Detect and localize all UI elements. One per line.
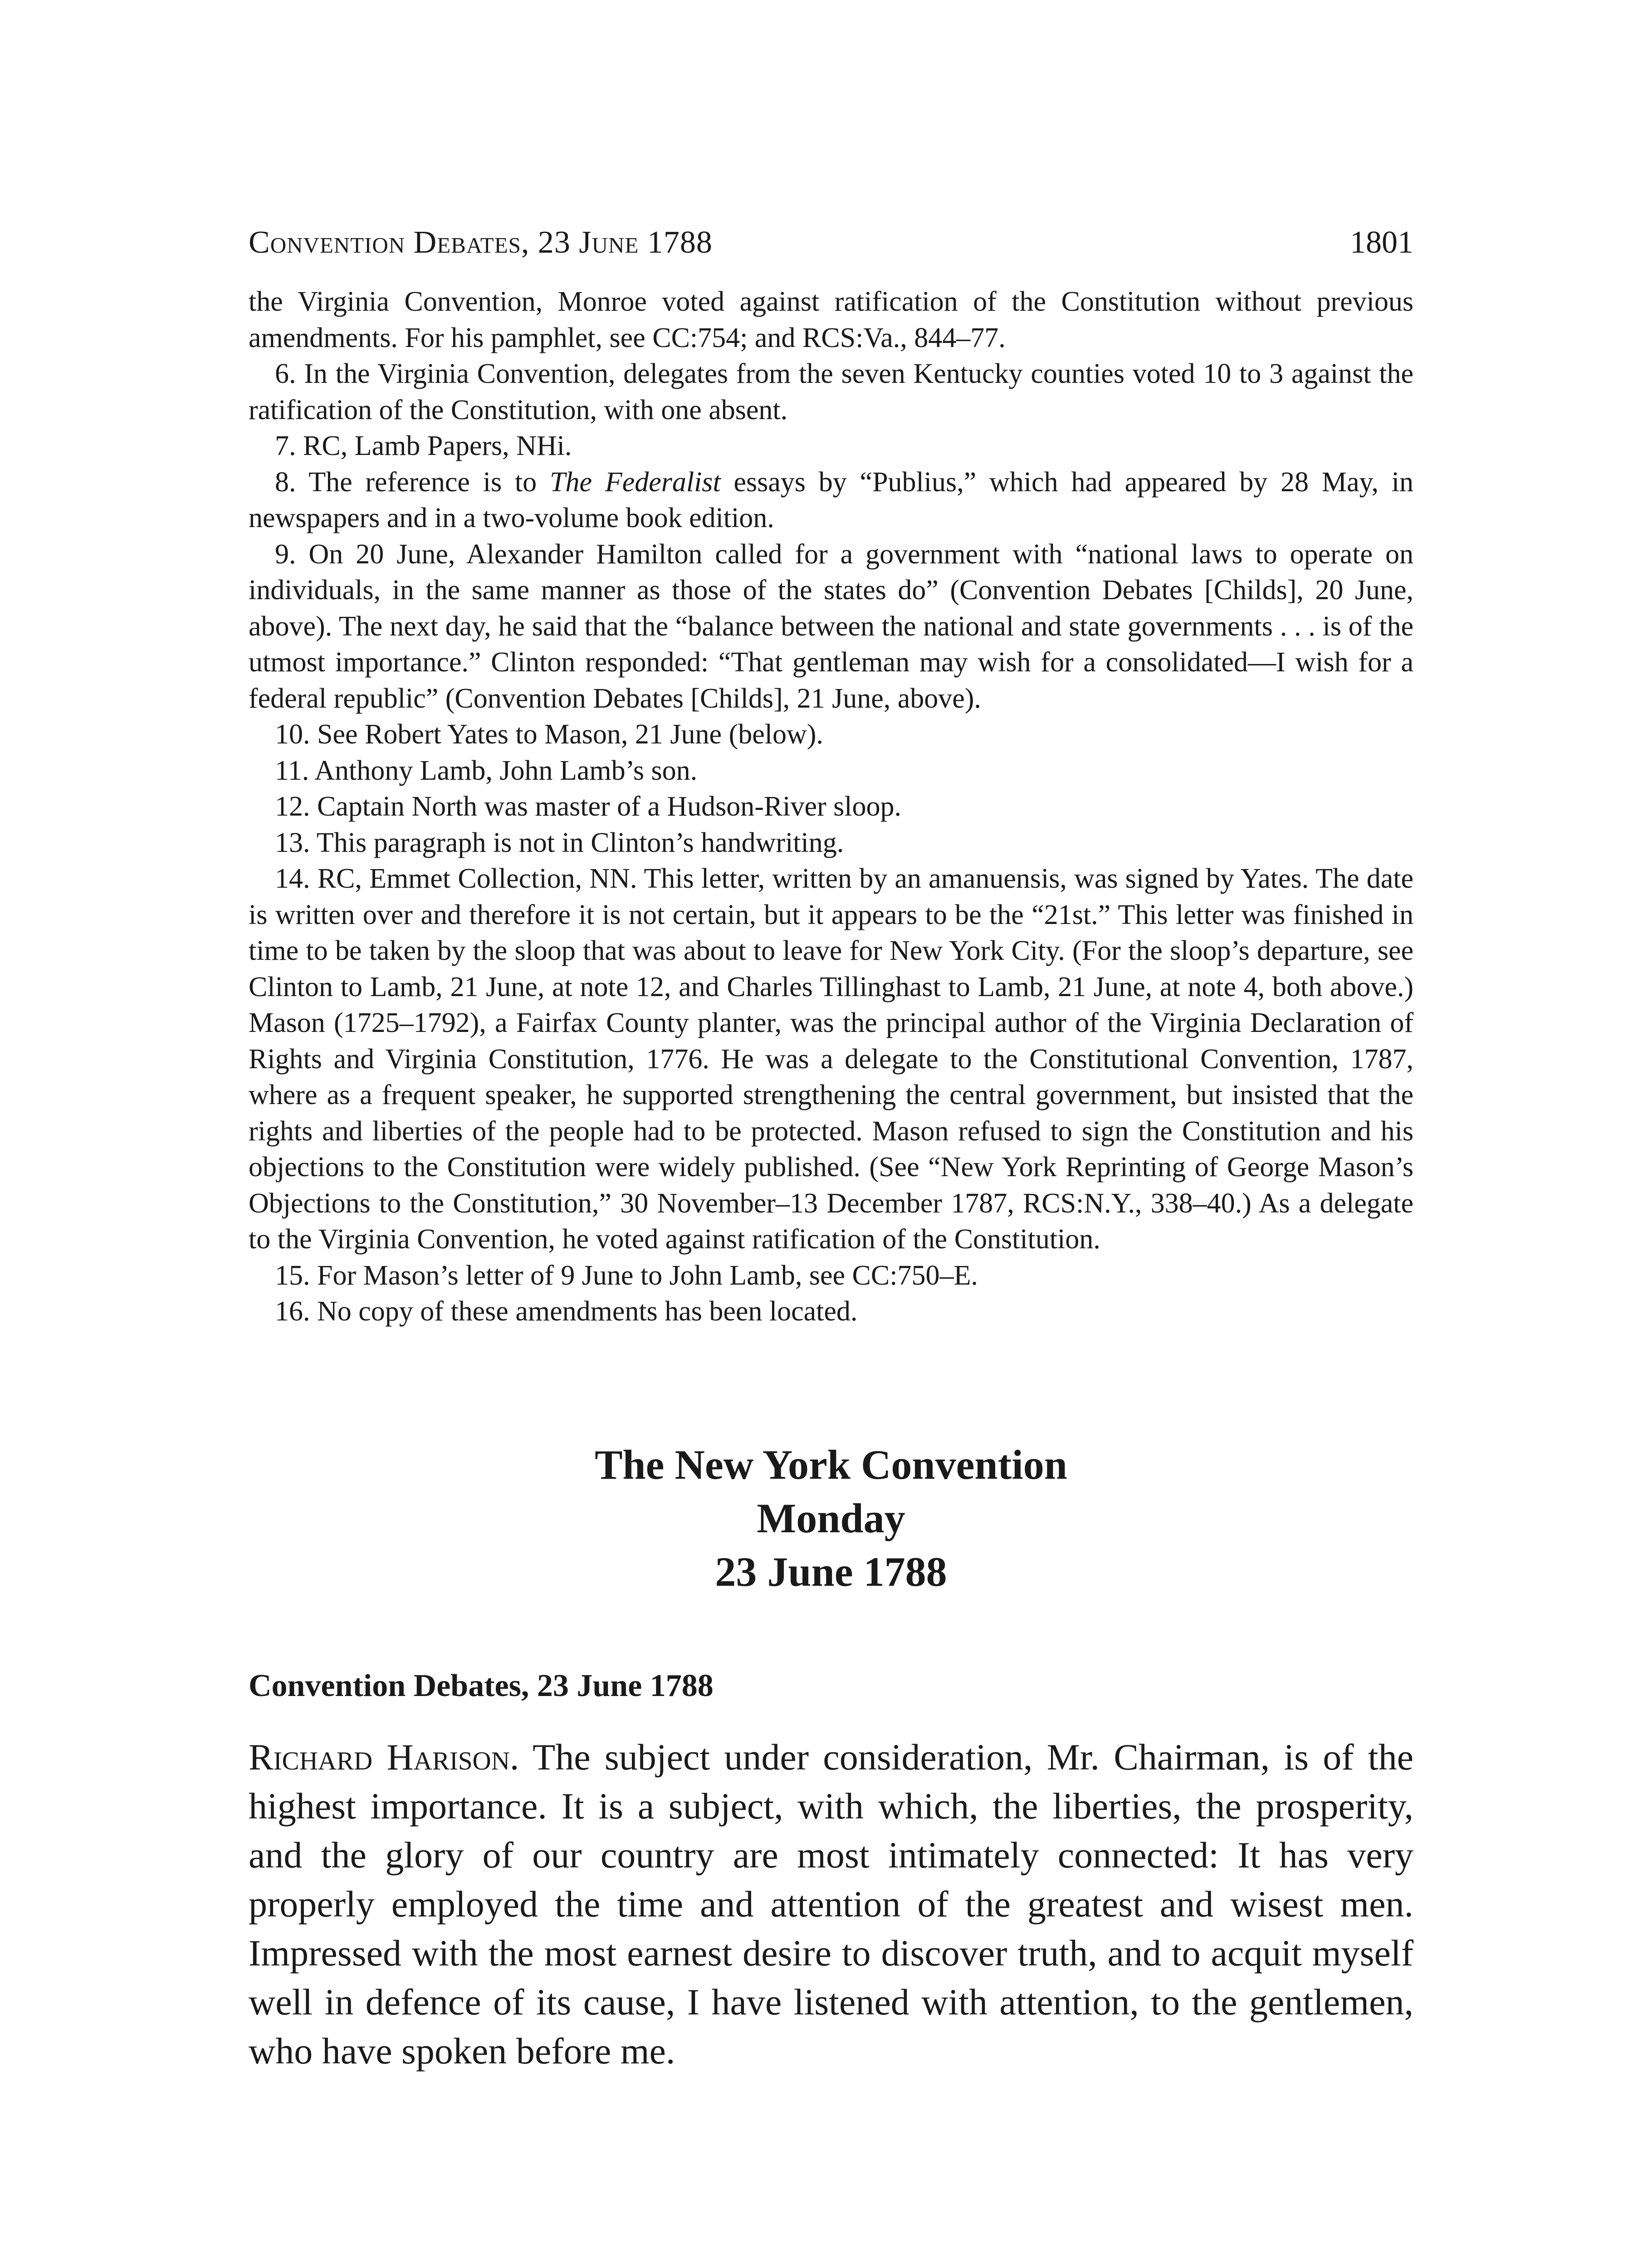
note-9: 9. On 20 June, Alexander Hamilton called for a government with “national laws to operate on individuals, in the same manner as those of the states do” (Convention Debates [Childs], 20 June, above). The next day, he said that the “balance between the national and state governments . . . is of the utmost importance.” Clinton responded: “That gentleman may wish for a consolidated—I wish for a federal republic” (Convention Debates [Childs], 21 June, above). <box>249 538 1413 714</box>
note-7: 7. RC, Lamb Papers, NHi. <box>275 430 572 461</box>
document-page <box>249 222 1413 2113</box>
footnotes <box>249 284 1413 1330</box>
note-10: 10. See Robert Yates to Mason, 21 June (below). <box>275 719 823 750</box>
note-8-italic-title: The Federalist <box>550 466 721 498</box>
running-head <box>249 222 1413 263</box>
section-heading <box>249 1438 1413 1598</box>
note-11: 11. Anthony Lamb, John Lamb’s son. <box>275 755 698 786</box>
note-8 <box>249 464 1413 537</box>
note-6: 6. In the Virginia Convention, delegates from the seven Kentucky counties voted 10 to 3 against the ratification of the Constitution, with one absent. <box>249 358 1413 425</box>
body-text: The subject under consideration, Mr. Chairman, is of the highest importance. It is a subject, with which, the liberties, the prosperity, and the glory of our country are most intimately connected: It has very properly employed the time and attention of the greatest and wisest men. Impressed with the most earnest desire to discover truth, and to acquit myself well in defence of its cause, I have listened with attention, to the gentlemen, who have spoken before me. <box>249 1736 1413 2072</box>
running-head-title: Convention Debates, 23 June 1788 <box>249 225 713 260</box>
body-paragraph <box>249 1733 1413 2076</box>
heading-line-3: 23 June 1788 <box>715 1548 947 1595</box>
note-15: 15. For Mason’s letter of 9 June to John Lamb, see CC:750–E. <box>275 1260 978 1291</box>
note-8-part-b: essays by “Publius,” which had appeared by 28 May, in newspapers and in a two-volume book edition. <box>249 466 1414 533</box>
page-number: 1801 <box>1350 225 1413 260</box>
speaker-name: Richard Harison. <box>249 1736 519 1778</box>
note-8-part-a: 8. The reference is to <box>275 466 550 498</box>
heading-line-1: The New York Convention <box>595 1441 1067 1488</box>
note-16: 16. No copy of these amendments has been located. <box>275 1296 858 1327</box>
heading-line-2: Monday <box>757 1495 905 1541</box>
note-14: 14. RC, Emmet Collection, NN. This letter, written by an amanuensis, was signed by Yates. The date is written over and therefore it is not certain, but it appears to be the “21st.” This letter was finished in time to be taken by the sloop that was about to leave for New York City. (For the sloop’s departure, see Clinton to Lamb, 21 June, at note 12, and Charles Tillinghast to Lamb, 21 June, at note 4, both above.) Mason (1725–1792), a Fairfax County planter, was the principal author of the Virginia Declaration of Rights and Virginia Constitution, 1776. He was a delegate to the Constitutional Convention, 1787, where as a frequent speaker, he supported strengthening the central government, but insisted that the rights and liberties of the people had to be protected. Mason refused to sign the Constitution and his objections to the Constitution were widely published. (See “New York Reprinting of George Mason’s Objections to the Constitution,” 30 November–13 December 1787, RCS:N.Y., 338–40.) As a delegate to the Virginia Convention, he voted against ratification of the Constitution. <box>249 863 1413 1255</box>
subheading: Convention Debates, 23 June 1788 <box>249 1668 714 1703</box>
note-5-continued: the Virginia Convention, Monroe voted against ratification of the Constitution without previous amendments. For his pamphlet, see CC:754; and RCS:Va., 844–77. <box>249 286 1413 353</box>
note-12: 12. Captain North was master of a Hudson-River sloop. <box>275 791 901 822</box>
note-13: 13. This paragraph is not in Clinton’s handwriting. <box>275 827 844 858</box>
